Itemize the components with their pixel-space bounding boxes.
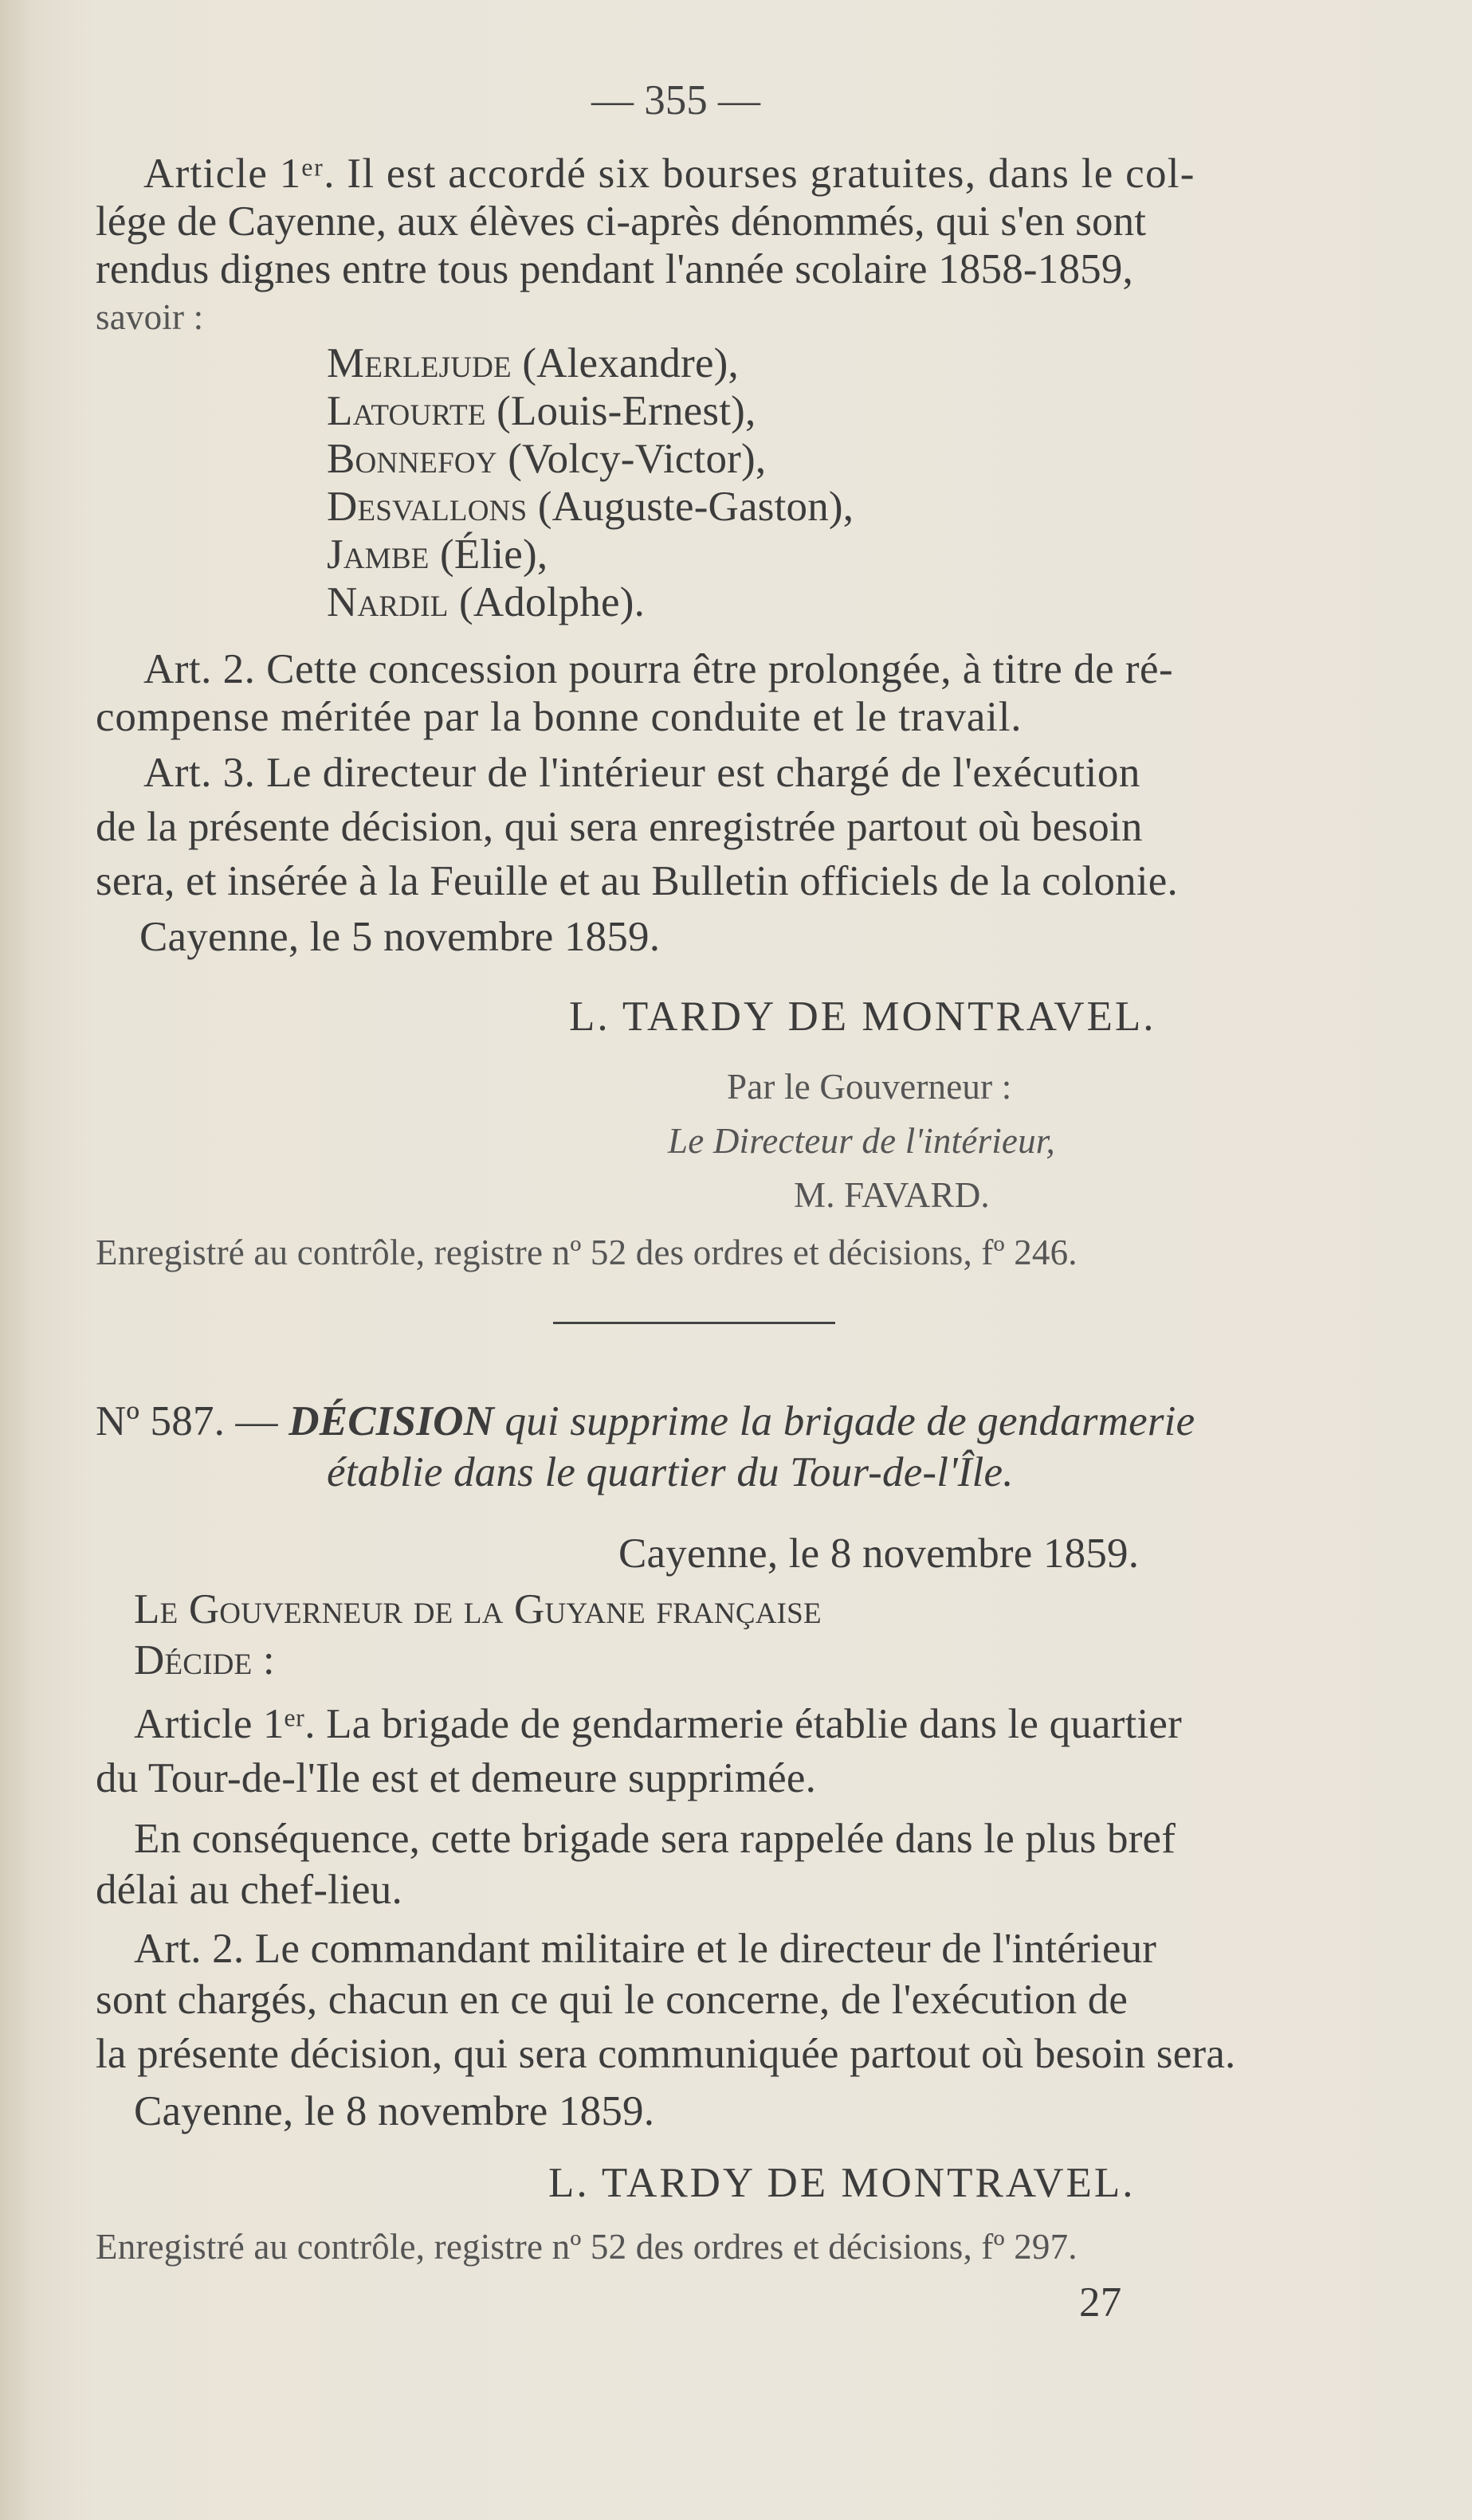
article1-line2: lége de Cayenne, aux élèves ci-après dénommés, qui s'en sont [96, 198, 1147, 245]
decision-number: Nº 587. — [96, 1398, 278, 1444]
signature: L. TARDY DE MONTRAVEL. [569, 993, 1156, 1040]
decision-heading-line2: établie dans le quartier du Tour-de-l'Île. [327, 1449, 1014, 1495]
governor-intro [134, 1585, 822, 1633]
consequence-line1: En conséquence, cette brigade sera rappelée dans le plus bref [134, 1816, 1176, 1862]
student-given-names: (Auguste-Gaston), [537, 484, 854, 530]
student-given-names: (Volcy-Victor), [508, 436, 767, 482]
article1-line1: Article 1ᵉʳ. Il est accordé six bourses gratuites, dans le col- [143, 151, 1195, 197]
student-given-names: (Louis-Ernest), [497, 388, 756, 434]
student-given-names: (Élie), [439, 531, 548, 578]
article1-line1: Article 1ᵉʳ. La brigade de gendarmerie établie dans le quartier [134, 1701, 1182, 1747]
consequence-line2: délai au chef-lieu. [96, 1867, 402, 1913]
article3-line2: de la présente décision, qui sera enregistrée partout où besoin [96, 804, 1143, 850]
decision-heading [96, 1397, 1195, 1445]
article3-line1: Art. 3. Le directeur de l'intérieur est chargé de l'exécution [143, 750, 1140, 796]
student-surname: Jambe [327, 531, 430, 578]
signature-mark: 27 [1079, 2279, 1122, 2326]
registration-note: Enregistré au contrôle, registre nº 52 des ordres et décisions, fº 246. [96, 1233, 1078, 1272]
article2-line1: Art. 2. Cette concession pourra être prolongée, à titre de ré- [143, 646, 1174, 692]
date-line: Cayenne, le 5 novembre 1859. [139, 914, 661, 960]
student-surname: Merlejude [327, 340, 512, 386]
page-number: — 355 — [591, 77, 760, 123]
by-governor: Par le Gouverneur : [727, 1067, 1012, 1107]
article2-line1: Art. 2. Le commandant militaire et le directeur de l'intérieur [134, 1926, 1157, 1972]
student-given-names: (Alexandre), [522, 340, 739, 386]
registration-note: Enregistré au contrôle, registre nº 52 des ordres et décisions, fº 297. [96, 2227, 1078, 2267]
student-surname: Desvallons [327, 484, 528, 530]
student-surname: Latourte [327, 388, 486, 434]
article2-line2: sont chargés, chacun en ce qui le concerne, de l'exécution de [96, 1977, 1129, 2023]
student-surname: Nardil [327, 579, 449, 625]
article1-line4: savoir : [96, 297, 204, 337]
governor-intro-text: Le Gouverneur de la Guyane française [134, 1586, 822, 1632]
decides-heading: Décide : [134, 1637, 275, 1683]
student-5 [327, 531, 548, 578]
article3-line3: sera, et insérée à la Feuille et au Bulletin officiels de la colonie. [96, 858, 1178, 904]
dateline: Cayenne, le 8 novembre 1859. [618, 1530, 1140, 1577]
student-surname: Bonnefoy [327, 436, 497, 482]
student-given-names: (Adolphe). [458, 579, 646, 625]
article2-line2: compense méritée par la bonne conduite et le travail. [96, 694, 1023, 740]
decision-title: DÉCISION [289, 1398, 495, 1444]
student-3 [327, 435, 766, 483]
student-4 [327, 483, 854, 531]
date-line: Cayenne, le 8 novembre 1859. [134, 2088, 655, 2134]
section-divider [553, 1322, 835, 1324]
student-1 [327, 339, 739, 387]
student-6 [327, 578, 645, 626]
signature: L. TARDY DE MONTRAVEL. [548, 2160, 1136, 2206]
article1-line3: rendus dignes entre tous pendant l'année scolaire 1858-1859, [96, 246, 1134, 292]
article2-line3: la présente décision, qui sera communiquée partout où besoin sera. [96, 2031, 1236, 2077]
student-2 [327, 387, 756, 435]
decision-subject: qui supprime la brigade de gendarmerie [504, 1398, 1195, 1444]
director-name: M. FAVARD. [794, 1175, 990, 1215]
director-title: Le Directeur de l'intérieur, [668, 1121, 1055, 1161]
article1-line2: du Tour-de-l'Ile est et demeure supprimée. [96, 1755, 817, 1801]
